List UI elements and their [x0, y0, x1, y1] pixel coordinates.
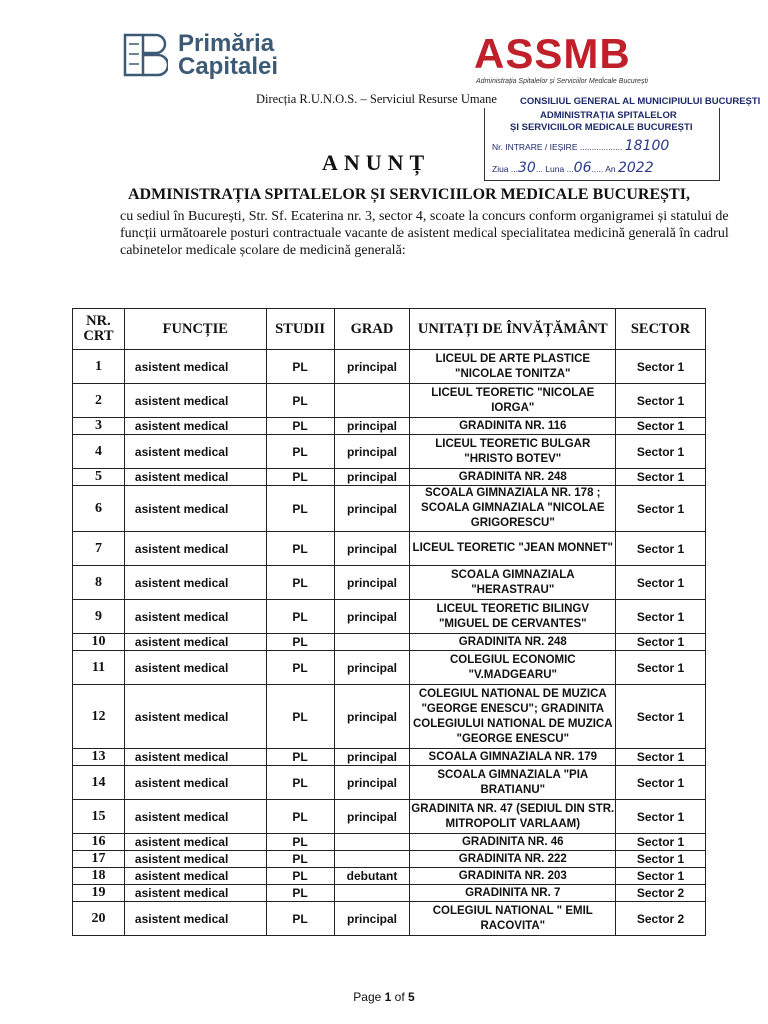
row-grad: principal	[334, 800, 410, 834]
row-unitate: GRADINITA NR. 203	[410, 868, 616, 885]
row-grad: principal	[334, 749, 410, 766]
row-nr: 4	[73, 435, 125, 469]
organization-name: ADMINISTRAȚIA SPITALELOR ȘI SERVICIILOR MEDICALE BUCUREȘTI,	[128, 186, 690, 203]
table-row	[73, 469, 706, 486]
row-sector: Sector 2	[616, 902, 706, 936]
page-total: 5	[408, 990, 415, 1004]
page-title: ANUNȚ	[322, 150, 431, 175]
row-studii: PL	[266, 384, 334, 418]
row-sector: Sector 1	[616, 766, 706, 800]
header-grad: GRAD	[334, 309, 410, 350]
stamp-line-1: CONSILIUL GENERAL AL MUNICIPIULUI BUCUREȘTI	[520, 96, 761, 107]
row-sector: Sector 1	[616, 634, 706, 651]
table-row	[73, 800, 706, 834]
table-row	[73, 766, 706, 800]
row-studii: PL	[266, 749, 334, 766]
table-row	[73, 566, 706, 600]
table-row	[73, 749, 706, 766]
row-unitate: SCOALA GIMNAZIALA NR. 179	[410, 749, 616, 766]
row-unitate: GRADINITA NR. 47 (SEDIUL DIN STR. MITROPOLIT VARLAAM)	[410, 800, 616, 834]
row-grad: principal	[334, 600, 410, 634]
row-unitate: GRADINITA NR. 248	[410, 634, 616, 651]
row-studii: PL	[266, 902, 334, 936]
row-studii: PL	[266, 885, 334, 902]
stamp-line-2: ADMINISTRAȚIA SPITALELOR	[540, 110, 677, 121]
row-sector: Sector 1	[616, 350, 706, 384]
row-functie: asistent medical	[124, 350, 266, 384]
row-unitate: GRADINITA NR. 46	[410, 834, 616, 851]
table-header-row	[73, 309, 706, 350]
assmb-wordmark: ASSMB	[474, 30, 631, 77]
row-nr: 17	[73, 851, 125, 868]
row-unitate: LICEUL TEORETIC BULGAR "HRISTO BOTEV"	[410, 435, 616, 469]
row-nr: 6	[73, 486, 125, 532]
row-studii: PL	[266, 851, 334, 868]
row-sector: Sector 2	[616, 885, 706, 902]
stamp-year: 2022	[617, 160, 654, 176]
page-label: Page	[353, 990, 382, 1004]
row-functie: asistent medical	[124, 469, 266, 486]
row-studii: PL	[266, 651, 334, 685]
row-nr: 9	[73, 600, 125, 634]
city-hall-emblem-icon	[122, 32, 168, 78]
row-sector: Sector 1	[616, 486, 706, 532]
row-studii: PL	[266, 868, 334, 885]
row-nr: 2	[73, 384, 125, 418]
stamp-month-label: Luna	[545, 164, 565, 174]
row-studii: PL	[266, 766, 334, 800]
stamp-line-3: ȘI SERVICIILOR MEDICALE BUCUREȘTI	[510, 122, 693, 133]
row-grad: principal	[334, 486, 410, 532]
row-sector: Sector 1	[616, 651, 706, 685]
row-grad: principal	[334, 566, 410, 600]
row-functie: asistent medical	[124, 834, 266, 851]
row-nr: 20	[73, 902, 125, 936]
stamp-day-label: Ziua	[492, 164, 509, 174]
table-row	[73, 868, 706, 885]
assmb-subtitle: Administrația Spitalelor și Serviciilor Medicale București	[476, 78, 648, 85]
row-studii: PL	[266, 800, 334, 834]
row-nr: 11	[73, 651, 125, 685]
row-grad: debutant	[334, 868, 410, 885]
primaria-capitalei-logo	[122, 32, 278, 78]
row-grad: principal	[334, 418, 410, 435]
row-functie: asistent medical	[124, 766, 266, 800]
row-sector: Sector 1	[616, 469, 706, 486]
row-grad: principal	[334, 766, 410, 800]
registration-stamp	[484, 96, 761, 181]
row-grad: principal	[334, 350, 410, 384]
logo-line-1: Primăria	[178, 30, 275, 57]
page-footer	[0, 990, 768, 1004]
table-row	[73, 435, 706, 469]
table-row	[73, 486, 706, 532]
row-nr: 12	[73, 685, 125, 749]
row-functie: asistent medical	[124, 634, 266, 651]
row-functie: asistent medical	[124, 851, 266, 868]
row-unitate: LICEUL TEORETIC "JEAN MONNET"	[410, 532, 616, 566]
row-grad	[334, 384, 410, 418]
header-studii: STUDII	[266, 309, 334, 350]
row-functie: asistent medical	[124, 566, 266, 600]
row-sector: Sector 1	[616, 868, 706, 885]
row-nr: 15	[73, 800, 125, 834]
row-studii: PL	[266, 469, 334, 486]
row-functie: asistent medical	[124, 486, 266, 532]
row-grad: principal	[334, 435, 410, 469]
row-nr: 1	[73, 350, 125, 384]
row-unitate: COLEGIUL NATIONAL " EMIL RACOVITA"	[410, 902, 616, 936]
row-sector: Sector 1	[616, 566, 706, 600]
row-nr: 16	[73, 834, 125, 851]
stamp-day: 30	[518, 160, 536, 176]
table-row	[73, 384, 706, 418]
assmb-logo	[474, 30, 648, 85]
row-functie: asistent medical	[124, 800, 266, 834]
row-unitate: COLEGIUL ECONOMIC "V.MADGEARU"	[410, 651, 616, 685]
row-sector: Sector 1	[616, 532, 706, 566]
row-sector: Sector 1	[616, 600, 706, 634]
row-unitate: SCOALA GIMNAZIALA NR. 178 ; SCOALA GIMNAZIALA "NICOLAE GRIGORESCU"	[410, 486, 616, 532]
row-unitate: LICEUL TEORETIC BILINGV "MIGUEL DE CERVANTES"	[410, 600, 616, 634]
row-studii: PL	[266, 435, 334, 469]
row-grad: principal	[334, 902, 410, 936]
row-grad	[334, 834, 410, 851]
row-unitate: GRADINITA NR. 7	[410, 885, 616, 902]
row-functie: asistent medical	[124, 600, 266, 634]
table-row	[73, 885, 706, 902]
row-functie: asistent medical	[124, 384, 266, 418]
intro-paragraph: cu sediul în București, Str. Sf. Ecaterina nr. 3, sector 4, scoate la concurs conform organigramei și statului de funcții următoarele posturi contractuale vacante de asistent medical specialitatea medicină generală în cadrul cabinetelor medicale școlare de medicină generală:	[120, 209, 729, 258]
vacancies-table	[72, 308, 706, 936]
row-functie: asistent medical	[124, 685, 266, 749]
direction-line: Direcția R.U.N.O.S. – Serviciul Resurse Umane	[256, 92, 497, 106]
stamp-date-row: Ziua ...30... Luna ...06..... An 2022	[492, 160, 654, 176]
row-grad: principal	[334, 532, 410, 566]
row-nr: 14	[73, 766, 125, 800]
table-row	[73, 851, 706, 868]
row-nr: 8	[73, 566, 125, 600]
row-studii: PL	[266, 418, 334, 435]
row-studii: PL	[266, 532, 334, 566]
row-functie: asistent medical	[124, 902, 266, 936]
row-nr: 13	[73, 749, 125, 766]
stamp-year-label: An	[605, 164, 616, 174]
row-grad	[334, 851, 410, 868]
row-grad: principal	[334, 469, 410, 486]
row-grad	[334, 634, 410, 651]
logo-line-2: Capitalei	[178, 53, 279, 80]
stamp-entry-number: 18100	[624, 138, 670, 154]
stamp-entry-label: Nr. INTRARE / IEȘIRE	[492, 142, 578, 152]
row-sector: Sector 1	[616, 418, 706, 435]
row-sector: Sector 1	[616, 384, 706, 418]
row-studii: PL	[266, 685, 334, 749]
table-row	[73, 902, 706, 936]
row-grad	[334, 885, 410, 902]
row-functie: asistent medical	[124, 418, 266, 435]
row-sector: Sector 1	[616, 685, 706, 749]
table-row	[73, 350, 706, 384]
row-nr: 10	[73, 634, 125, 651]
row-sector: Sector 1	[616, 851, 706, 868]
row-studii: PL	[266, 634, 334, 651]
table-row	[73, 418, 706, 435]
row-unitate: LICEUL DE ARTE PLASTICE "NICOLAE TONITZA"	[410, 350, 616, 384]
row-nr: 7	[73, 532, 125, 566]
row-studii: PL	[266, 834, 334, 851]
row-sector: Sector 1	[616, 834, 706, 851]
row-nr: 18	[73, 868, 125, 885]
row-functie: asistent medical	[124, 749, 266, 766]
row-functie: asistent medical	[124, 532, 266, 566]
page-number: 1	[384, 990, 392, 1004]
row-nr: 5	[73, 469, 125, 486]
table-row	[73, 685, 706, 749]
row-unitate: GRADINITA NR. 116	[410, 418, 616, 435]
row-unitate: GRADINITA NR. 222	[410, 851, 616, 868]
row-functie: asistent medical	[124, 885, 266, 902]
table-row	[73, 834, 706, 851]
stamp-month: 06	[573, 160, 592, 176]
header-unitati: UNITAȚI DE ÎNVĂȚĂMÂNT	[410, 309, 616, 350]
table-row	[73, 651, 706, 685]
stamp-entry-row: Nr. INTRARE / IEȘIRE .................. 18100	[492, 138, 670, 154]
row-nr: 3	[73, 418, 125, 435]
row-studii: PL	[266, 486, 334, 532]
row-grad: principal	[334, 651, 410, 685]
row-unitate: SCOALA GIMNAZIALA "HERASTRAU"	[410, 566, 616, 600]
table-row	[73, 532, 706, 566]
row-sector: Sector 1	[616, 435, 706, 469]
row-studii: PL	[266, 600, 334, 634]
row-unitate: GRADINITA NR. 248	[410, 469, 616, 486]
header-sector: SECTOR	[616, 309, 706, 350]
row-studii: PL	[266, 566, 334, 600]
row-sector: Sector 1	[616, 800, 706, 834]
row-functie: asistent medical	[124, 435, 266, 469]
row-functie: asistent medical	[124, 868, 266, 885]
row-grad: principal	[334, 685, 410, 749]
row-unitate: SCOALA GIMNAZIALA "PIA BRATIANU"	[410, 766, 616, 800]
row-unitate: LICEUL TEORETIC "NICOLAE IORGA"	[410, 384, 616, 418]
table-row	[73, 600, 706, 634]
of-label: of	[394, 990, 405, 1004]
row-studii: PL	[266, 350, 334, 384]
row-sector: Sector 1	[616, 749, 706, 766]
row-functie: asistent medical	[124, 651, 266, 685]
header-nr: NR. CRT	[73, 309, 125, 350]
row-nr: 19	[73, 885, 125, 902]
row-unitate: COLEGIUL NATIONAL DE MUZICA "GEORGE ENESCU"; GRADINITA COLEGIULUI NATIONAL DE MUZICA "GEORGE ENESCU"	[410, 685, 616, 749]
header-functie: FUNCȚIE	[124, 309, 266, 350]
table-row	[73, 634, 706, 651]
